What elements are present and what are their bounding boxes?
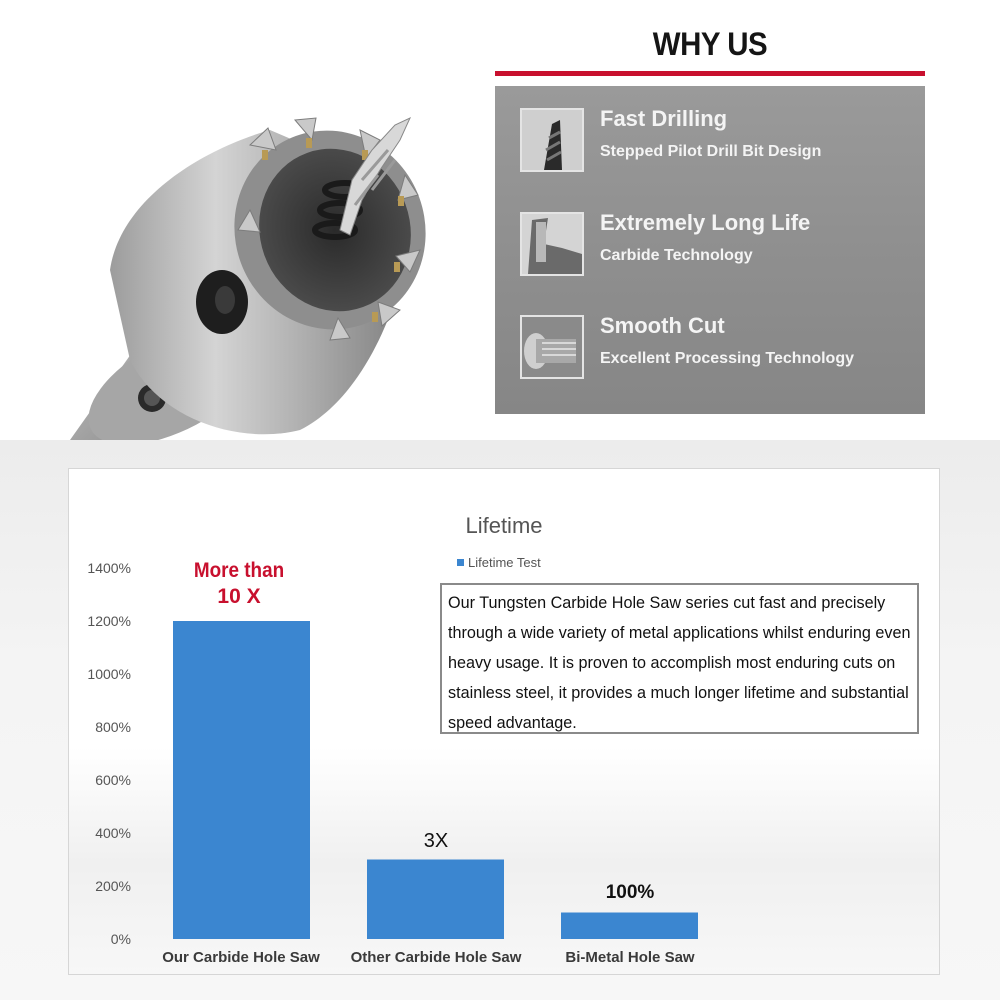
product-feature-section [0,0,1000,440]
bar-label: More than [193,559,285,583]
why-us-heading: WHY US [652,26,768,62]
y-tick-label: 1000% [87,666,131,682]
y-tick-label: 1400% [87,560,131,576]
feature-title: Smooth Cut [600,313,725,338]
feature-subtitle: Stepped Pilot Drill Bit Design [600,143,822,160]
feature-smooth-cut [520,315,920,385]
feature-subtitle: Carbide Technology [600,247,753,264]
heading-divider [495,71,925,76]
bar-2 [367,860,504,940]
feature-fast-drilling [520,108,920,178]
description-note: Our Tungsten Carbide Hole Saw series cut fast and precisely through a wide variety of metal applications whilst enduring even heavy usage. It is proven to accomplish most enduring cuts on stainless steel, it provides a much longer lifetime and substantial speed advantage. [440,583,919,734]
feature-long-life [520,212,920,282]
feature-title: Extremely Long Life [600,210,811,235]
carbide-tooth-icon [520,212,584,276]
bar-3 [561,913,698,940]
x-tick-label: Other Carbide Hole Saw [350,949,522,966]
cut-surface-icon [520,315,584,379]
y-tick-label: 200% [95,878,131,894]
legend-label: Lifetime Test [468,555,541,570]
feature-subtitle: Excellent Processing Technology [600,350,854,367]
y-tick-label: 800% [95,719,131,735]
x-tick-label: Our Carbide Hole Saw [162,949,320,966]
drill-bit-closeup-icon [520,108,584,172]
y-tick-label: 0% [110,931,131,947]
bar-label: 100% [605,882,655,903]
chart-title: Lifetime [465,513,543,538]
features-panel [495,86,925,414]
bar-label: 10 X [217,585,261,608]
y-tick-label: 400% [95,825,131,841]
bar-1 [173,621,310,939]
carbide-hole-saw-icon [0,0,480,440]
y-tick-label: 1200% [87,613,131,629]
feature-title: Fast Drilling [600,106,728,131]
legend-swatch [457,559,464,566]
x-tick-label: Bi-Metal Hole Saw [565,949,695,966]
bar-label: 3X [423,830,449,852]
y-tick-label: 600% [95,772,131,788]
